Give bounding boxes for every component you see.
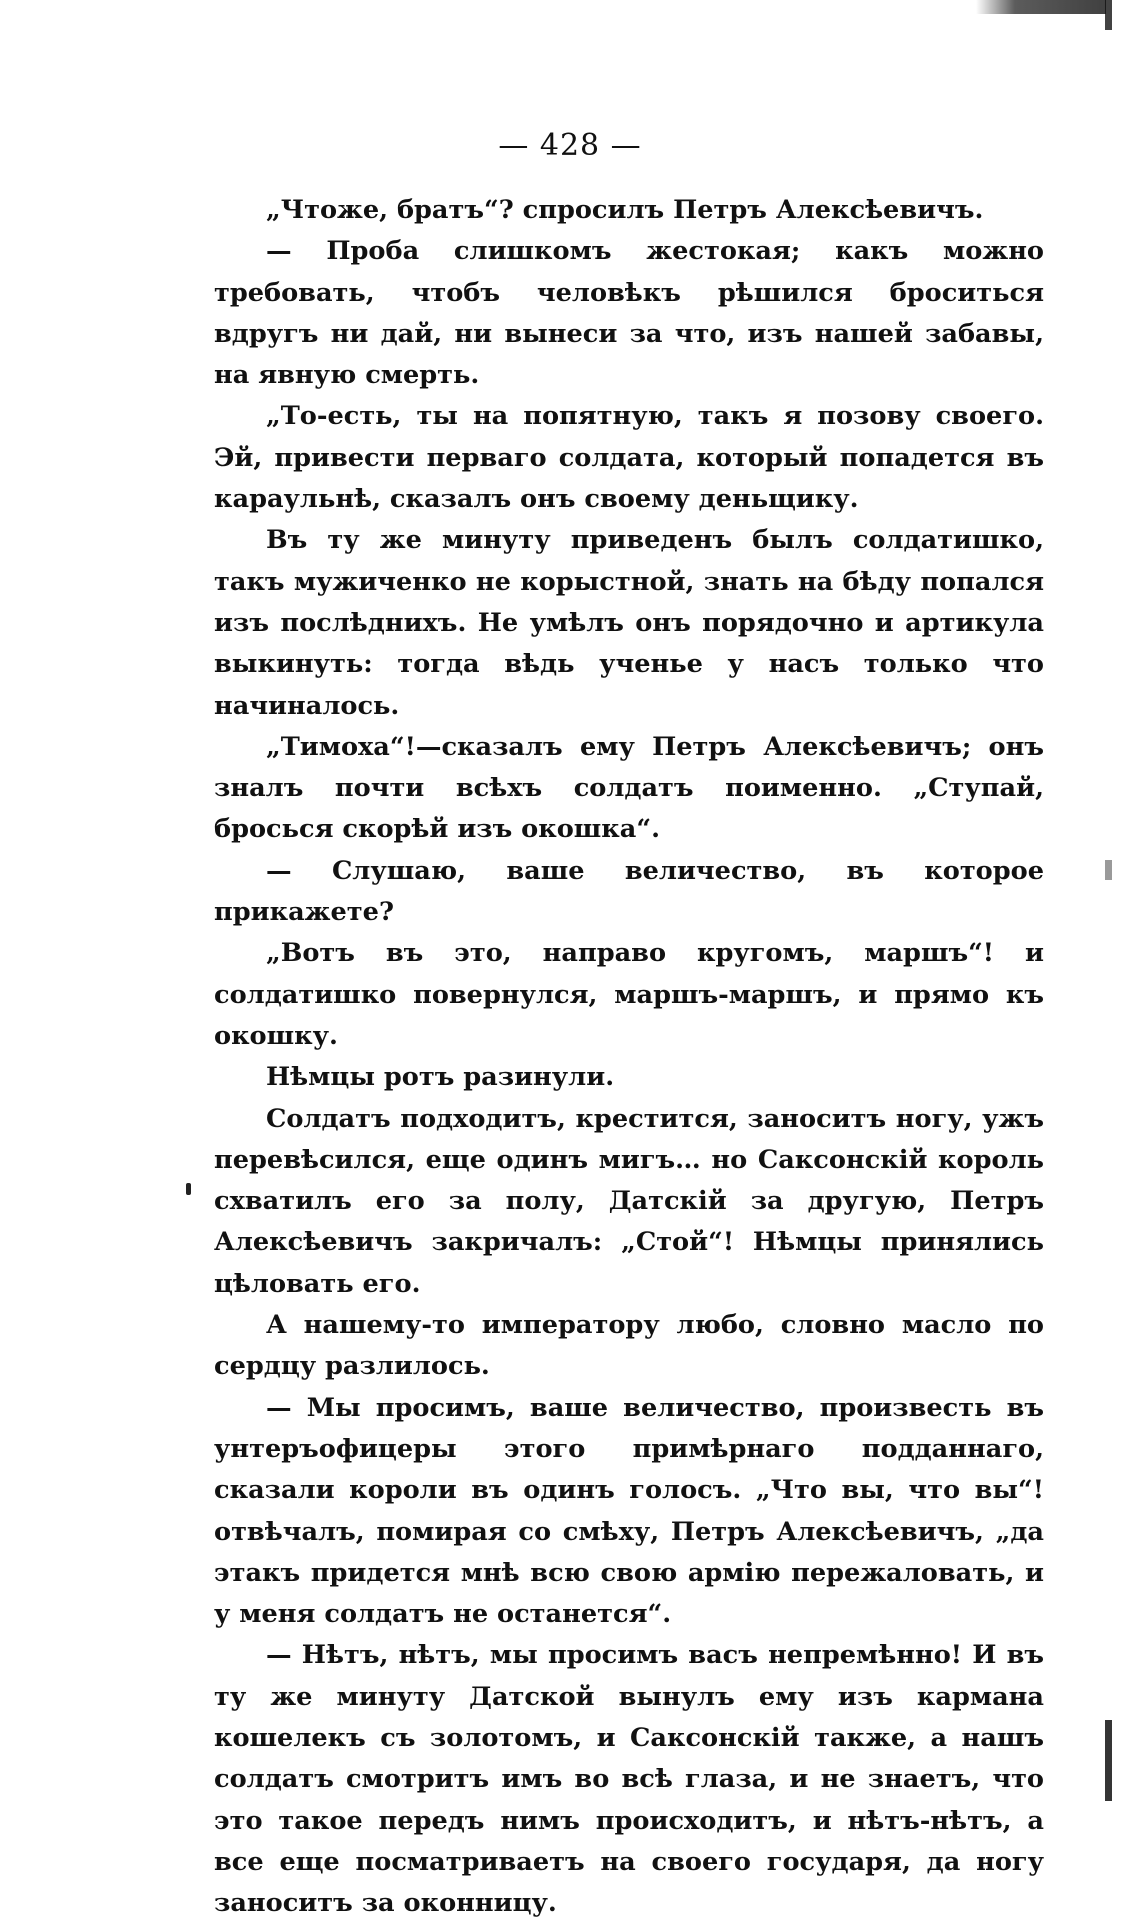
body-text bbox=[214, 190, 1044, 1924]
paragraph-2: — Проба слишкомъ жестокая; какъ можно требовать, чтобъ человѣкъ рѣшился броситься вдругъ ни дай, ни вынеси за что, изъ нашей забавы, на явную смерть. bbox=[214, 236, 1044, 391]
paragraph-3: „То-есть, ты на попятную, такъ я позову своего. Эй, привести перваго солдата, который попадется въ караульнѣ, сказалъ онъ своему деньщику. bbox=[214, 401, 1044, 515]
ink-speck bbox=[186, 1183, 191, 1195]
paragraph-9: Солдатъ подходитъ, крестится, заноситъ ногу, ужъ перевѣсился, еще одинъ мигъ… но Саксонскій король схватилъ его за полу, Датскій за другую, Петръ Алексѣевичъ закричалъ: „Стой“! Нѣмцы принялись цѣловать его. bbox=[214, 1103, 1044, 1299]
paragraph-11: — Мы просимъ, ваше величество, произвесть въ унтеръофицеры этого примѣрнаго подданнаго, сказали короли въ одинъ голосъ. „Что вы, что вы“! отвѣчалъ, помирая со смѣху, Петръ Алексѣевичъ, „да этакъ придется мнѣ всю свою армію пережаловать, и у меня солдатъ не останется“. bbox=[214, 1392, 1044, 1630]
paragraph-1: „Чтоже, братъ“? спросилъ Петръ Алексѣевичъ. bbox=[266, 195, 984, 225]
page-number: — 428 — bbox=[498, 128, 642, 163]
paragraph-7: „Вотъ въ это, направо кругомъ, маршъ“! и солдатишко повернулся, маршъ-маршъ, и прямо къ окошку. bbox=[214, 938, 1044, 1051]
scan-top-shadow bbox=[976, 0, 1106, 14]
paragraph-12: — Нѣтъ, нѣтъ, мы просимъ васъ непремѣнно! И въ ту же минуту Датской вынулъ ему изъ кармана кошелекъ съ золотомъ, и Саксонскій также, а нашъ солдатъ смотритъ имъ во всѣ глаза, и не знаетъ, что это такое передъ нимъ происходитъ, и нѣтъ-нѣтъ, а все еще посматриваетъ на своего государя, да ногу заноситъ за оконницу. bbox=[214, 1640, 1044, 1919]
paragraph-8: Нѣмцы ротъ разинули. bbox=[266, 1062, 615, 1093]
paragraph-10: А нашему-то императору любо, словно масло по сердцу разлилось. bbox=[214, 1310, 1044, 1382]
scan-edge-shadow bbox=[1105, 0, 1112, 1801]
paragraph-6: — Слушаю, ваше величество, въ которое прикажете? bbox=[214, 855, 1044, 928]
paragraph-5: „Тимоха“!—сказалъ ему Петръ Алексѣевичъ; онъ зналъ почти всѣхъ солдатъ поименно. „Ступай, бросься скорѣй изъ окошка“. bbox=[214, 731, 1044, 845]
paragraph-4: Въ ту же минуту приведенъ былъ солдатишко, такъ мужиченко не корыстной, знать на бѣду попался изъ послѣднихъ. Не умѣлъ онъ порядочно и артикула выкинуть: тогда вѣдь ученье у насъ только что начиналось. bbox=[214, 525, 1044, 721]
